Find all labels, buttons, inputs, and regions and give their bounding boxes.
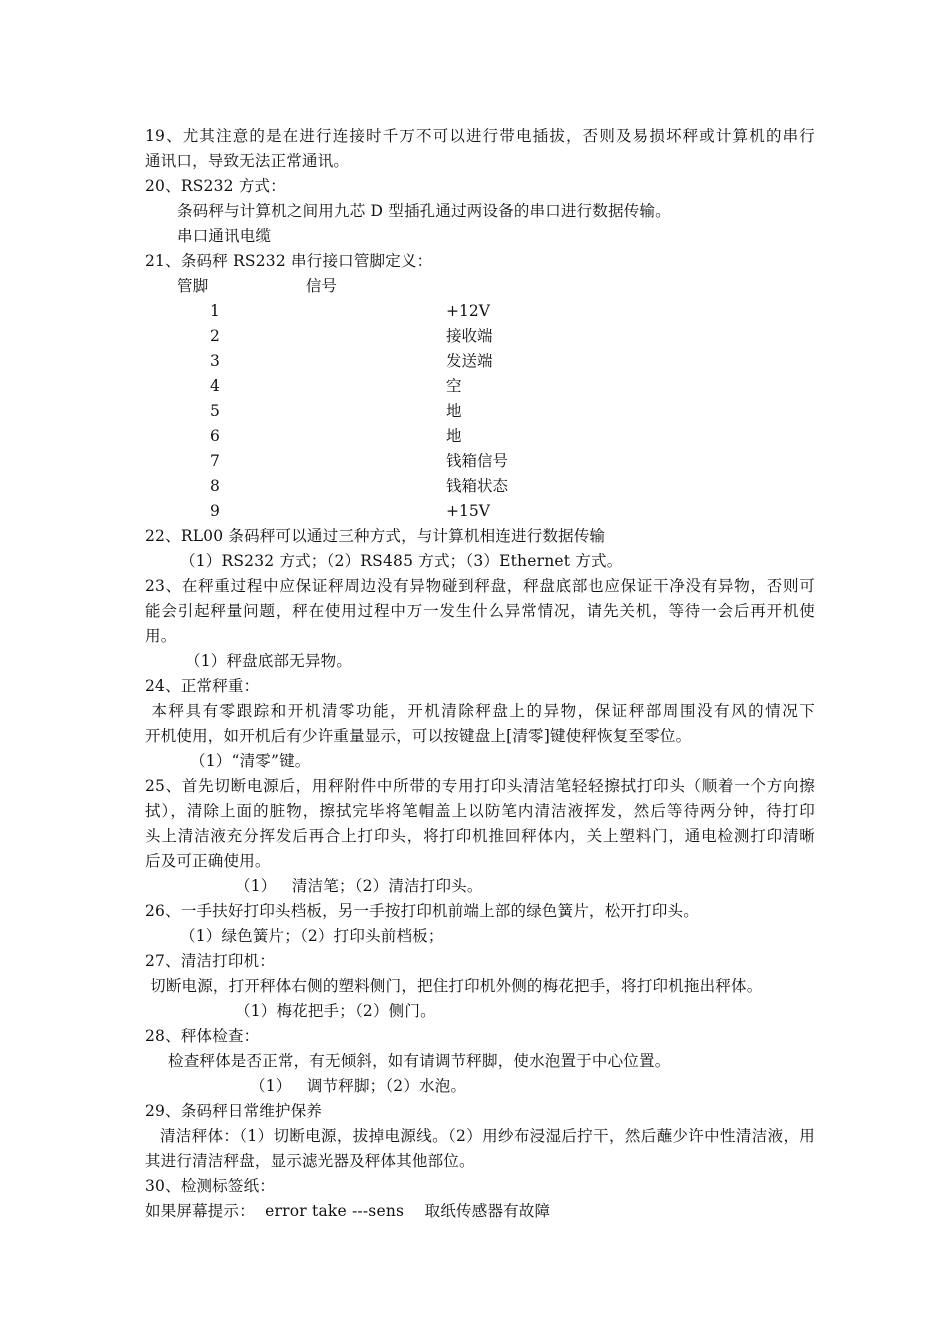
pin-number: 3	[210, 352, 220, 370]
item-19-line-1: 19、尤其注意的是在进行连接时千万不可以进行带电插拔，否则及易损坏秤或计算机的串行	[145, 127, 815, 145]
item-25-line-5: （1） 清洁笔；（2）清洁打印头。	[235, 877, 483, 895]
pin-signal: 地	[446, 402, 462, 420]
item-27-heading: 27、清洁打印机：	[145, 952, 276, 970]
item-23-line-3: 用。	[145, 627, 177, 645]
pin-signal: 发送端	[446, 352, 493, 370]
pin-signal: 钱箱状态	[446, 477, 509, 495]
pin-signal: 钱箱信号	[446, 452, 509, 470]
item-23-line-2: 能会引起秤量问题，秤在使用过程中万一发生什么异常情况，请先关机，等待一会后再开机使	[145, 602, 815, 620]
pin-signal: 空	[446, 377, 462, 395]
pin-number: 4	[210, 377, 220, 395]
pin-number: 7	[210, 452, 220, 470]
item-29-heading: 29、条码秤日常维护保养	[145, 1102, 323, 1120]
pin-signal: 地	[446, 427, 462, 445]
item-24-line-1: 本秤具有零跟踪和开机清零功能，开机清除秤盘上的异物，保证秤部周围没有风的情况下	[145, 702, 815, 720]
item-24-line-3: （1）“清零”键。	[190, 752, 311, 770]
item-19-line-2: 通讯口，导致无法正常通讯。	[145, 152, 350, 170]
item-25-line-3: 头上清洁液充分挥发后再合上打印头，将打印机推回秤体内，关上塑料门，通电检测打印清晰	[145, 827, 815, 845]
item-29-line-1: 清洁秤体：（1）切断电源，拔掉电源线。（2）用纱布浸湿后拧干，然后蘸少许中性清洁液，用	[160, 1127, 815, 1145]
item-26-heading: 26、一手扶好打印头档板，另一手按打印机前端上部的绿色簧片，松开打印头。	[145, 902, 699, 920]
item-25-line-4: 后及可正确使用。	[145, 852, 271, 870]
item-20-heading: 20、RS232 方式：	[145, 177, 286, 195]
item-22-line-1: （1）RS232 方式；（2）RS485 方式；（3）Ethernet 方式。	[180, 552, 623, 570]
item-20-line-2: 串口通讯电缆	[177, 227, 272, 245]
item-24-line-2: 开机使用，如开机后有少许重量显示，可以按键盘上[清零]键使秤恢复至零位。	[145, 727, 692, 745]
item-24-heading: 24、正常秤重：	[145, 677, 260, 695]
pin-number: 9	[210, 502, 220, 520]
item-27-line-1: 切断电源，打开秤体右侧的塑料侧门，把住打印机外侧的梅花把手，将打印机拖出秤体。	[145, 977, 763, 995]
item-20-line-1: 条码秤与计算机之间用九芯 D 型插孔通过两设备的串口进行数据传输。	[177, 202, 671, 220]
pin-number: 5	[210, 402, 220, 420]
item-29-line-2: 其进行清洁秤盘，显示滤光器及秤体其他部位。	[145, 1152, 475, 1170]
item-23-line-1: 23、在秤重过程中应保证秤周边没有异物碰到秤盘，秤盘底部也应保证干净没有异物，否则可	[145, 577, 815, 595]
pin-number: 1	[210, 302, 220, 320]
item-30-line-1: 如果屏幕提示： error take ---sens 取纸传感器有故障	[145, 1202, 551, 1220]
item-28-line-2: （1） 调节秤脚；（2）水泡。	[250, 1077, 467, 1095]
item-30-heading: 30、检测标签纸：	[145, 1177, 276, 1195]
pin-signal: +12V	[446, 302, 490, 320]
pin-signal: 接收端	[446, 327, 493, 345]
item-26-line-1: （1）绿色簧片；（2）打印头前档板；	[180, 927, 444, 945]
item-25-line-1: 25、首先切断电源后，用秤附件中所带的专用打印头清洁笔轻轻擦拭打印头（顺着一个方向擦	[145, 777, 815, 795]
pin-number: 2	[210, 327, 220, 345]
item-22-heading: 22、RL00 条码秤可以通过三种方式，与计算机相连进行数据传输	[145, 527, 606, 545]
item-23-line-4: （1）秤盘底部无异物。	[185, 652, 353, 670]
item-28-line-1: 检查秤体是否正常，有无倾斜，如有请调节秤脚，使水泡置于中心位置。	[168, 1052, 671, 1070]
item-25-line-2: 拭），清除上面的脏物，擦拭完毕将笔帽盖上以防笔内清洁液挥发，然后等待两分钟，待打印	[145, 802, 815, 820]
pin-signal: +15V	[446, 502, 490, 520]
item-21-heading: 21、条码秤 RS232 串行接口管脚定义：	[145, 252, 433, 270]
pin-number: 6	[210, 427, 220, 445]
pin-number: 8	[210, 477, 220, 495]
item-27-line-2: （1）梅花把手；（2）侧门。	[235, 1002, 436, 1020]
item-28-heading: 28、秤体检查：	[145, 1027, 260, 1045]
pin-table-header: 管脚 信号	[177, 277, 338, 295]
